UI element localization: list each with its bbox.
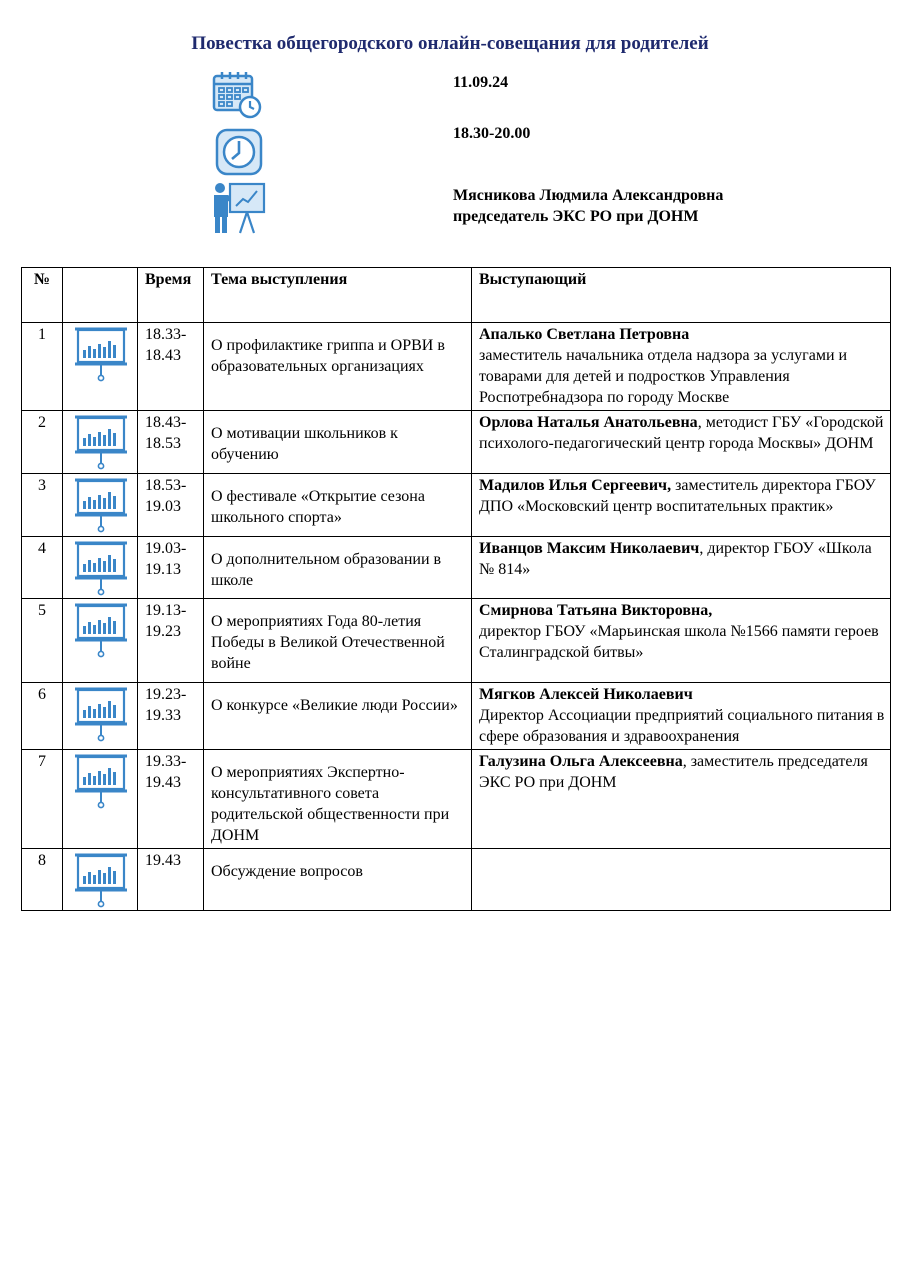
chair-role: председатель ЭКС РО при ДОНМ — [453, 208, 699, 225]
speaker-name: Орлова Наталья Анатольевна — [479, 414, 698, 431]
presentation-icon-cell — [63, 411, 138, 474]
row-number: 7 — [22, 750, 63, 849]
row-topic: О фестивале «Открытие сезона школьного спорта» — [204, 474, 472, 537]
row-time: 18.43-18.53 — [138, 411, 204, 474]
row-topic: О дополнительном образовании в школе — [204, 537, 472, 599]
row-time: 18.33-18.43 — [138, 323, 204, 411]
calendar-icon — [212, 70, 264, 120]
row-speaker — [472, 599, 891, 683]
table-row — [22, 411, 891, 474]
row-number: 8 — [22, 849, 63, 911]
presentation-chart-icon — [72, 686, 130, 742]
row-speaker — [472, 323, 891, 411]
speaker-name: Иванцов Максим Николаевич — [479, 540, 700, 557]
speaker-role: , директор ГБОУ «Школа № 814» — [479, 540, 872, 578]
row-topic: О мотивации школьников к обучению — [204, 411, 472, 474]
table-row — [22, 474, 891, 537]
row-speaker — [472, 683, 891, 750]
row-topic: О конкурсе «Великие люди России» — [204, 683, 472, 750]
presentation-icon-cell — [63, 750, 138, 849]
meeting-date: 11.09.24 — [453, 74, 509, 91]
row-time: 19.03-19.13 — [138, 537, 204, 599]
row-number: 2 — [22, 411, 63, 474]
presentation-chart-icon — [72, 414, 130, 470]
table-header-row — [22, 268, 891, 323]
presenter-icon — [210, 181, 270, 235]
header-icon — [63, 268, 138, 323]
header-topic: Тема выступления — [204, 268, 472, 323]
speaker-role: , заместитель председателя ЭКС РО при ДОНМ — [479, 753, 868, 791]
speaker-role: заместитель директора ГБОУ ДПО «Московский центр воспитательных практик» — [479, 477, 876, 515]
table-row — [22, 750, 891, 849]
chair-name: Мясникова Людмила Александровна — [453, 187, 724, 204]
presentation-icon-cell — [63, 849, 138, 911]
presentation-chart-icon — [72, 326, 130, 382]
row-topic: О профилактике гриппа и ОРВИ в образовательных организациях — [204, 323, 472, 411]
page-title: Повестка общегородского онлайн-совещания для родителей — [191, 33, 709, 54]
row-time: 19.33-19.43 — [138, 750, 204, 849]
presentation-chart-icon — [72, 540, 130, 596]
table-row — [22, 537, 891, 599]
speaker-name: Галузина Ольга Алексеевна — [479, 753, 683, 770]
row-number: 1 — [22, 323, 63, 411]
table-row — [22, 599, 891, 683]
row-topic: О мероприятиях Экспертно-консультативного совета родительской общественности при ДОНМ — [204, 750, 472, 849]
table-row — [22, 849, 891, 911]
row-time: 19.43 — [138, 849, 204, 911]
row-speaker — [472, 849, 891, 911]
speaker-role: заместитель начальника отдела надзора за услугами и товарами для детей и подростков Управления Роспотребнадзора по городу Москве — [479, 347, 848, 406]
row-speaker — [472, 474, 891, 537]
presentation-chart-icon — [72, 602, 130, 658]
presentation-chart-icon — [72, 852, 130, 908]
speaker-role: Директор Ассоциации предприятий социального питания в сфере образования и здравоохранения — [479, 707, 885, 745]
row-topic: О мероприятиях Года 80-летия Победы в Великой Отечественной войне — [204, 599, 472, 683]
header-speaker: Выступающий — [472, 268, 891, 323]
table-row — [22, 683, 891, 750]
row-number: 4 — [22, 537, 63, 599]
speaker-name: Мадилов Илья Сергеевич, — [479, 477, 672, 494]
speaker-name: Апалько Светлана Петровна — [479, 326, 690, 343]
table-row — [22, 323, 891, 411]
row-number: 5 — [22, 599, 63, 683]
header-time: Время — [138, 268, 204, 323]
row-number: 3 — [22, 474, 63, 537]
row-speaker — [472, 750, 891, 849]
presentation-icon-cell — [63, 537, 138, 599]
row-time: 18.53-19.03 — [138, 474, 204, 537]
presentation-chart-icon — [72, 753, 130, 809]
presentation-icon-cell — [63, 599, 138, 683]
meeting-time: 18.30-20.00 — [453, 125, 531, 142]
row-speaker — [472, 411, 891, 474]
row-number: 6 — [22, 683, 63, 750]
presentation-icon-cell — [63, 474, 138, 537]
header-num: № — [22, 268, 63, 323]
speaker-role: директор ГБОУ «Марьинская школа №1566 памяти героев Сталинградской битвы» — [479, 623, 879, 661]
presentation-icon-cell — [63, 683, 138, 750]
speaker-name: Смирнова Татьяна Викторовна, — [479, 602, 713, 619]
speaker-role: , методист ГБУ «Городской психолого-педагогический центр города Москвы» ДОНМ — [479, 414, 884, 452]
clock-icon — [214, 127, 264, 177]
row-time: 19.13-19.23 — [138, 599, 204, 683]
speaker-name: Мягков Алексей Николаевич — [479, 686, 693, 703]
row-topic: Обсуждение вопросов — [204, 849, 472, 911]
row-speaker — [472, 537, 891, 599]
presentation-icon-cell — [63, 323, 138, 411]
row-time: 19.23-19.33 — [138, 683, 204, 750]
agenda-table — [21, 267, 891, 911]
presentation-chart-icon — [72, 477, 130, 533]
